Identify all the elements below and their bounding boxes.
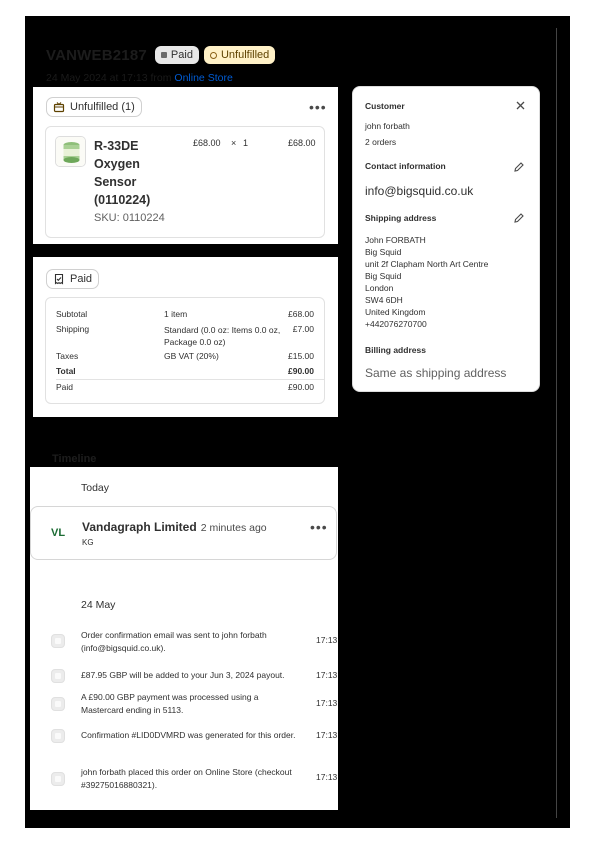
event-marker-icon	[51, 634, 65, 648]
summary-divider	[56, 379, 324, 380]
timeline-event[interactable]: A £90.00 GBP payment was processed using a Mastercard ending in 5113.	[81, 692, 259, 715]
order-date: 24 May 2024 at 17:13 from	[46, 72, 175, 84]
edit-shipping-pencil-icon[interactable]	[513, 212, 525, 224]
event-marker-icon	[51, 669, 65, 683]
event-marker-icon	[51, 697, 65, 711]
status-ring-icon	[210, 52, 217, 59]
order-header	[46, 46, 275, 64]
paid-status-badge	[155, 46, 199, 64]
avatar: VL	[51, 527, 66, 539]
timeline-title: Timeline	[52, 453, 97, 465]
more-actions-icon[interactable]: •••	[310, 519, 328, 535]
fulfillment-badge-label: Unfulfilled	[220, 49, 270, 61]
summary-paid-label: Paid	[56, 382, 74, 392]
unfulfilled-pill-label: Unfulfilled (1)	[70, 101, 135, 113]
address-line: Big Squid	[365, 271, 402, 281]
timeline-today-label: Today	[81, 482, 110, 494]
quantity: 1	[243, 138, 249, 148]
order-date-line	[46, 72, 233, 84]
timeline-date-label: 24 May	[81, 599, 116, 611]
more-actions-icon[interactable]: •••	[309, 99, 327, 115]
event-time: 17:13	[316, 670, 338, 680]
summary-total-amount: £90.00	[288, 366, 314, 376]
contact-heading: Contact information	[365, 161, 446, 171]
summary-total-label: Total	[56, 366, 76, 376]
payment-summary	[45, 297, 325, 404]
address-line: John FORBATH	[365, 235, 426, 245]
unit-price: £68.00	[193, 138, 221, 148]
summary-label: Shipping	[56, 324, 90, 334]
close-icon[interactable]	[516, 101, 525, 110]
comment-time: 2 minutes ago	[200, 522, 267, 534]
comment-text: KG	[82, 538, 94, 547]
fulfillment-card	[33, 87, 338, 244]
address-line: United Kingdom	[365, 307, 426, 317]
customer-heading: Customer	[365, 101, 405, 111]
status-dot-icon	[161, 52, 167, 58]
edit-contact-pencil-icon[interactable]	[513, 161, 525, 173]
shipping-heading: Shipping address	[365, 213, 437, 223]
product-sku: SKU: 0110224	[94, 212, 165, 224]
address-line: +442076270700	[365, 319, 427, 329]
customer-orders[interactable]: 2 orders	[365, 137, 397, 147]
comment-author: Vandagraph Limited	[82, 520, 197, 534]
address-line: London	[365, 283, 394, 293]
billing-value: Same as shipping address	[365, 366, 507, 380]
product-title[interactable]: R-33DE Oxygen Sensor (0110224)	[94, 139, 151, 207]
timeline-comment	[30, 506, 337, 560]
line-item	[45, 126, 325, 238]
event-marker-icon	[51, 772, 65, 786]
paid-pill	[46, 269, 99, 289]
customer-name[interactable]: john forbath	[365, 121, 410, 131]
event-marker-icon	[51, 729, 65, 743]
receipt-icon	[53, 273, 65, 285]
event-time: 17:13	[316, 772, 338, 782]
address-line: Big Squid	[365, 247, 402, 257]
event-time: 17:13	[316, 635, 338, 645]
fulfillment-box-icon	[53, 101, 65, 113]
summary-amount: £15.00	[288, 351, 314, 361]
scroll-divider	[556, 28, 557, 818]
shipping-address	[365, 234, 488, 330]
summary-desc: GB VAT (20%)	[164, 351, 219, 361]
summary-amount: £68.00	[288, 309, 314, 319]
address-line: unit 2f Clapham North Art Centre	[365, 259, 489, 269]
timeline-event[interactable]: £87.95 GBP will be added to your Jun 3, 2024 payout.	[81, 670, 285, 680]
product-thumbnail[interactable]	[55, 136, 86, 167]
timeline-event[interactable]: Order confirmation email was sent to john forbath (info@bigsquid.co.uk).	[81, 630, 267, 653]
timeline-event[interactable]: john forbath placed this order on Online Store (checkout #39275016880321).	[81, 767, 292, 790]
summary-desc: Standard (0.0 oz: Items 0.0 oz, Package 0.0 oz)	[164, 325, 281, 347]
customer-email[interactable]: info@bigsquid.co.uk	[365, 184, 474, 198]
summary-label: Subtotal	[56, 309, 88, 319]
line-total: £68.00	[288, 138, 316, 148]
times-sign: ×	[231, 138, 237, 148]
paid-badge-label: Paid	[170, 49, 193, 61]
sales-channel-link[interactable]: Online Store	[174, 72, 233, 84]
summary-desc: 1 item	[164, 309, 188, 319]
event-time: 17:13	[316, 730, 338, 740]
fulfillment-status-badge	[204, 46, 275, 64]
payment-card	[33, 257, 338, 417]
comment-header	[82, 520, 267, 534]
billing-heading: Billing address	[365, 345, 426, 355]
timeline-panel	[30, 467, 338, 810]
summary-amount: £7.00	[292, 324, 314, 334]
summary-label: Taxes	[56, 351, 79, 361]
paid-pill-label: Paid	[70, 273, 93, 285]
order-id: VANWEB2187	[46, 46, 147, 64]
unfulfilled-pill	[46, 97, 142, 117]
customer-card	[352, 86, 540, 392]
timeline-event[interactable]: Confirmation #LID0DVMRD was generated for this order.	[81, 730, 296, 740]
event-time: 17:13	[316, 698, 338, 708]
address-line: SW4 6DH	[365, 295, 403, 305]
summary-paid-amount: £90.00	[288, 382, 314, 392]
